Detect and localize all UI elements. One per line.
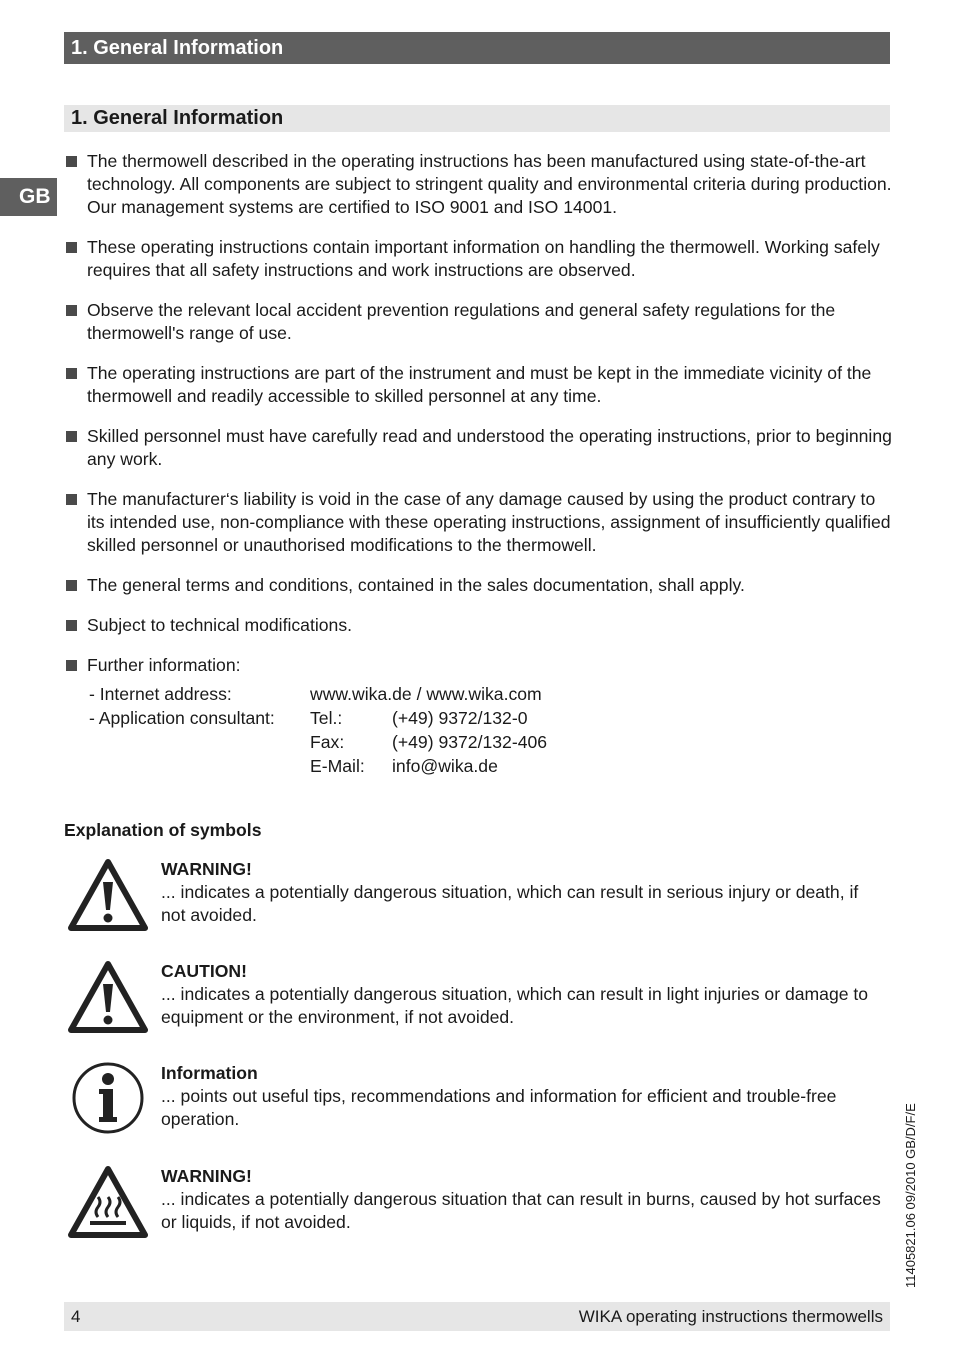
list-item-text: Subject to technical modifications.: [87, 615, 353, 635]
symbol-title: WARNING!: [161, 1166, 252, 1186]
contact-table: [89, 682, 547, 778]
email-label: E-Mail:: [310, 756, 365, 776]
bullet-square-icon: [66, 305, 77, 316]
information-icon: [68, 1062, 148, 1138]
list-item-text: These operating instructions contain important information on handling the thermowell. Working safely requires that all safety instructions and work instructions are observed.: [87, 237, 880, 280]
bullet-square-icon: [66, 156, 77, 167]
chapter-header: [64, 32, 890, 64]
symbol-title: Information: [161, 1063, 258, 1083]
section-heading: [64, 105, 890, 132]
list-item-text: Skilled personnel must have carefully read and understood the operating instructions, prior to beginning any work.: [87, 426, 892, 469]
internet-value: www.wika.de / www.wika.com: [310, 684, 542, 704]
table-row: [89, 730, 547, 754]
list-item: [64, 150, 894, 219]
section-title: 1. General Information: [71, 107, 284, 129]
table-row: [89, 754, 547, 778]
list-item: [64, 299, 894, 345]
tel-label: Tel.:: [310, 708, 343, 728]
symbol-title: CAUTION!: [161, 961, 248, 981]
symbol-description: ... indicates a potentially dangerous situation that can result in burns, caused by hot surfaces or liquids, if not avoided.: [161, 1189, 881, 1232]
bullet-square-icon: [66, 620, 77, 631]
table-row: [89, 706, 547, 730]
symbol-description: ... indicates a potentially dangerous situation, which can result in light injuries or damage to equipment or the environment, if not avoided.: [161, 984, 869, 1027]
caution-triangle-icon: [68, 960, 148, 1036]
bullet-list: [64, 150, 894, 778]
tel-value: (+49) 9372/132-0: [392, 708, 528, 728]
email-value: info@wika.de: [392, 756, 498, 776]
list-item: [64, 574, 894, 597]
internet-label: - Internet address:: [89, 684, 232, 704]
list-item: [64, 425, 894, 471]
language-tab-label: GB: [19, 185, 51, 208]
footer-title: WIKA operating instructions thermowells: [578, 1307, 883, 1326]
list-item-text: The manufacturer‘s liability is void in the case of any damage caused by using the product contrary to its intended use, non-compliance with these operating instructions, assignment of insufficiently qualified skilled personnel or unauthorised modifications to the thermowell.: [87, 489, 891, 555]
bullet-square-icon: [66, 431, 77, 442]
symbol-description: ... points out useful tips, recommendations and information for efficient and trouble-free operation.: [161, 1086, 837, 1129]
list-item: [64, 614, 894, 637]
list-item-text: The operating instructions are part of the instrument and must be kept in the immediate vicinity of the thermowell and readily accessible to skilled personnel at any time.: [87, 363, 872, 406]
list-item: [64, 362, 894, 408]
bullet-square-icon: [66, 242, 77, 253]
list-item-text: Further information:: [87, 655, 241, 675]
list-item-text: The general terms and conditions, contained in the sales documentation, shall apply.: [87, 575, 745, 595]
symbols-heading: Explanation of symbols: [64, 820, 262, 840]
symbol-description: ... indicates a potentially dangerous situation, which can result in serious injury or death, if not avoided.: [161, 882, 859, 925]
list-item: [64, 654, 894, 778]
language-tab: [0, 178, 57, 216]
bullet-square-icon: [66, 660, 77, 671]
list-item-text: Observe the relevant local accident prevention regulations and general safety regulations for the thermowell's range of use.: [87, 300, 836, 343]
list-item-text: The thermowell described in the operating instructions has been manufactured using state-of-the-art technology. All components are subject to stringent quality and environmental criteria during production. Our management systems are certified to ISO 9001 and ISO 14001.: [87, 151, 892, 217]
bullet-square-icon: [66, 580, 77, 591]
page-number: 4: [71, 1307, 81, 1326]
hot-surface-warning-icon: [68, 1165, 148, 1241]
fax-value: (+49) 9372/132-406: [392, 732, 548, 752]
table-row: [89, 682, 547, 706]
bullet-square-icon: [66, 368, 77, 379]
consultant-label: - Application consultant:: [89, 708, 275, 728]
page-footer: [64, 1302, 890, 1331]
warning-triangle-icon: [68, 858, 148, 934]
fax-label: Fax:: [310, 732, 345, 752]
bullet-square-icon: [66, 494, 77, 505]
chapter-title: 1. General Information: [71, 37, 284, 59]
document-code: 11405821.06 09/2010 GB/D/F/E: [903, 1103, 918, 1288]
list-item: [64, 488, 894, 557]
list-item: [64, 236, 894, 282]
symbol-title: WARNING!: [161, 859, 252, 879]
